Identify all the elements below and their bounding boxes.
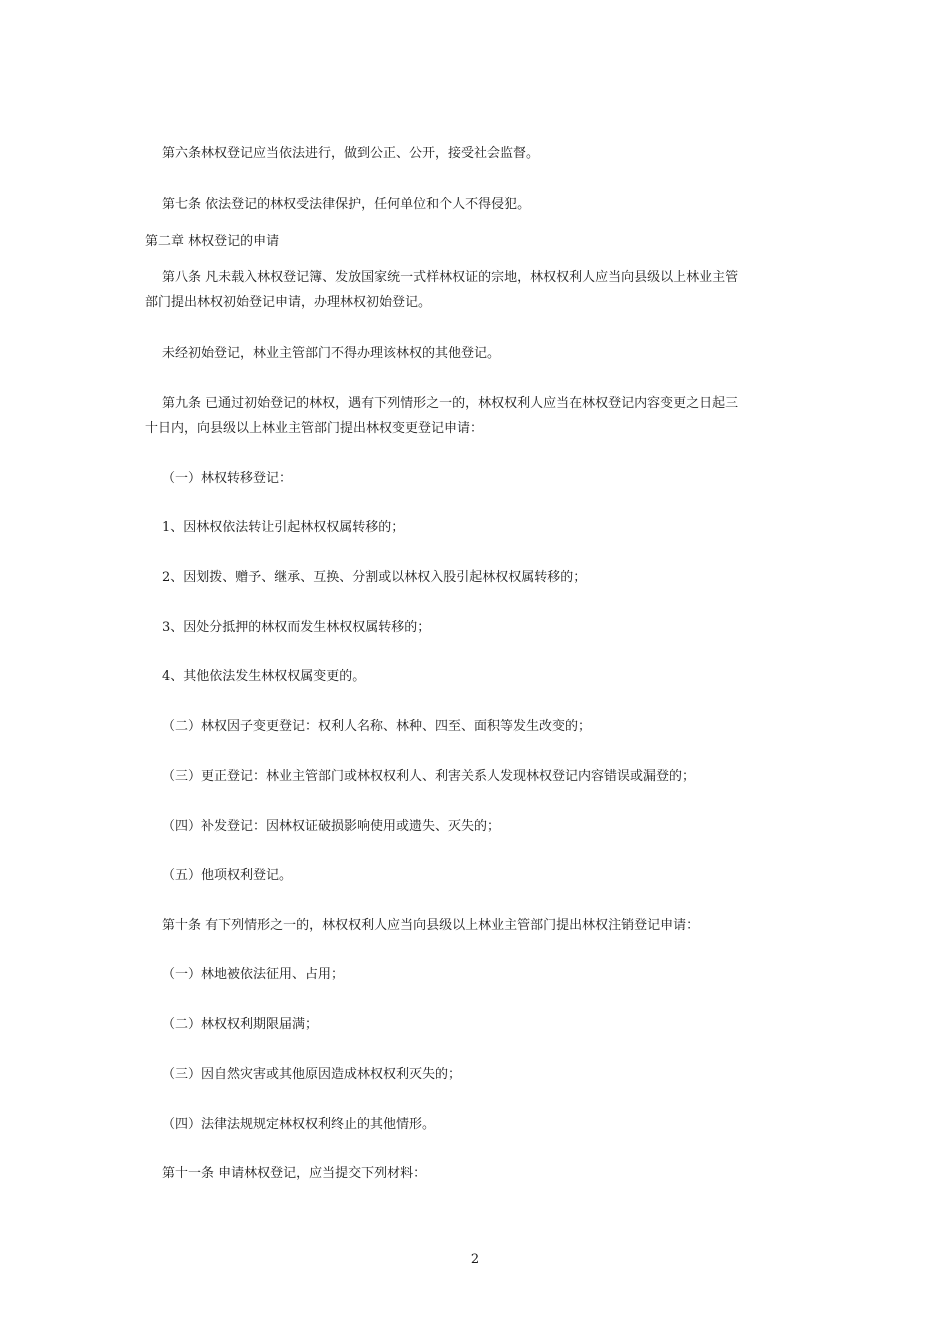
list-item: 2、因划拨、赠予、继承、互换、分割或以林权入股引起林权权属转移的； — [162, 570, 587, 585]
article-8-line-1: 第八条 凡未载入林权登记簿、发放国家统一式样林权证的宗地，林权权利人应当向县级以上林业主管 — [162, 270, 739, 285]
list-item: 3、因处分抵押的林权而发生林权权属转移的； — [162, 620, 431, 635]
list-item: （四）法律法规规定林权权利终止的其他情形。 — [162, 1117, 436, 1132]
list-item: 1、因林权依法转让引起林权权属转移的； — [162, 520, 405, 535]
list-item: （三）因自然灾害或其他原因造成林权权利灭失的； — [162, 1067, 462, 1082]
list-item: （二）林权因子变更登记：权利人名称、林种、四至、面积等发生改变的； — [162, 719, 592, 734]
article-8-line-2: 部门提出林权初始登记申请，办理林权初始登记。 — [145, 295, 432, 310]
list-item: （一）林地被依法征用、占用； — [162, 967, 345, 982]
list-item: （五）他项权利登记。 — [162, 868, 293, 883]
article-11: 第十一条 申请林权登记，应当提交下列材料： — [162, 1166, 427, 1181]
page-number: 2 — [470, 1252, 480, 1267]
article-10: 第十条 有下列情形之一的，林权权利人应当向县级以上林业主管部门提出林权注销登记申请： — [162, 918, 700, 933]
list-item: （二）林权权利期限届满； — [162, 1017, 319, 1032]
list-item: （一）林权转移登记： — [162, 471, 293, 486]
article-6: 第六条林权登记应当依法进行，做到公正、公开，接受社会监督。 — [162, 146, 540, 161]
article-7: 第七条 依法登记的林权受法律保护，任何单位和个人不得侵犯。 — [162, 197, 531, 212]
list-item: 4、其他依法发生林权权属变更的。 — [162, 669, 366, 684]
article-9-line-1: 第九条 已通过初始登记的林权，遇有下列情形之一的，林权权利人应当在林权登记内容变更之日起三 — [162, 396, 739, 411]
article-9-line-2: 十日内，向县级以上林业主管部门提出林权变更登记申请： — [145, 421, 484, 436]
article-8-paragraph-2: 未经初始登记，林业主管部门不得办理该林权的其他登记。 — [162, 346, 501, 361]
list-item: （四）补发登记：因林权证破损影响使用或遗失、灭失的； — [162, 819, 501, 834]
chapter-2-heading: 第二章 林权登记的申请 — [145, 234, 280, 249]
list-item: （三）更正登记：林业主管部门或林权权利人、利害关系人发现林权登记内容错误或漏登的； — [162, 769, 696, 784]
